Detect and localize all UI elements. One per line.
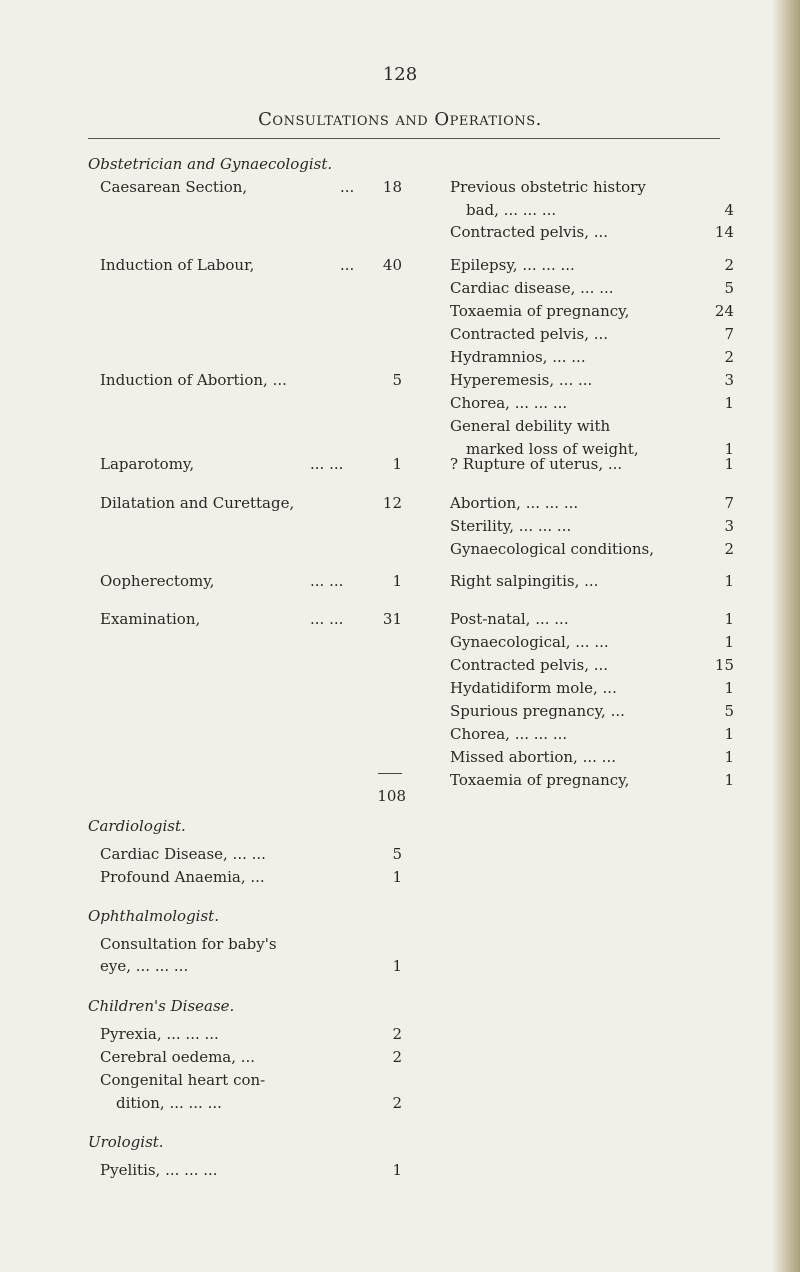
reason-label: Sterility, ... ... ... (450, 517, 572, 535)
section-heading-ophthalmologist: Ophthalmologist. (88, 907, 219, 925)
reason-count: 24 (714, 302, 734, 320)
consult-label: dition, ... ... ... (116, 1094, 222, 1112)
consult-label: Pyrexia, ... ... ... (100, 1025, 219, 1043)
reason-count: 3 (724, 371, 734, 389)
procedure-leader: ... ... (310, 455, 344, 473)
reason-label: ? Rupture of uterus, ... (450, 455, 623, 473)
page-number: 128 (382, 64, 418, 85)
procedure-count: 40 (382, 256, 402, 274)
reason-count: 3 (724, 517, 734, 535)
consult-count: 1 (392, 957, 402, 975)
reason-count: 1 (724, 771, 734, 789)
page-title: Consultations and Operations. (258, 109, 542, 130)
reason-label: Abortion, ... ... ... (450, 494, 579, 512)
reason-label: Hyperemesis, ... ... (450, 371, 593, 389)
procedure-label: Laparotomy, (100, 455, 195, 473)
reason-label: Toxaemia of pregnancy, (450, 771, 630, 789)
procedure-count: 12 (382, 494, 402, 512)
reason-count: 1 (724, 725, 734, 743)
reason-label: marked loss of weight, (466, 440, 639, 458)
section-heading-obstetrician: Obstetrician and Gynaecologist. (88, 155, 333, 173)
reason-label: Hydramnios, ... ... (450, 348, 586, 366)
reason-count: 2 (724, 540, 734, 558)
procedures-total: 108 (377, 787, 406, 805)
reason-count: 1 (724, 572, 734, 590)
consult-label: Pyelitis, ... ... ... (100, 1161, 218, 1179)
procedure-count: 31 (382, 610, 402, 628)
consult-label: Profound Anaemia, ... (100, 868, 265, 886)
reason-count: 14 (714, 223, 734, 241)
reason-count: 1 (724, 610, 734, 628)
reason-count: 1 (724, 455, 734, 473)
reason-count: 1 (724, 748, 734, 766)
total-rule (378, 773, 402, 774)
section-heading-urologist: Urologist. (88, 1133, 164, 1151)
reason-label: Missed abortion, ... ... (450, 748, 616, 766)
reason-count: 5 (724, 702, 734, 720)
reason-count: 1 (724, 679, 734, 697)
reason-label: Gynaecological, ... ... (450, 633, 609, 651)
reason-count: 15 (714, 656, 734, 674)
consult-count: 1 (392, 1161, 402, 1179)
procedure-count: 1 (392, 572, 402, 590)
reason-label: Hydatidiform mole, ... (450, 679, 617, 697)
reason-label: Contracted pelvis, ... (450, 223, 609, 241)
reason-label: General debility with (450, 417, 611, 435)
procedure-leader: ... (340, 256, 355, 274)
procedure-leader: ... (340, 178, 355, 196)
reason-count: 4 (724, 201, 734, 219)
reason-label: Contracted pelvis, ... (450, 325, 609, 343)
reason-label: Contracted pelvis, ... (450, 656, 609, 674)
reason-label: Spurious pregnancy, ... (450, 702, 625, 720)
reason-count: 2 (724, 348, 734, 366)
procedure-label: Examination, (100, 610, 201, 628)
reason-label: Right salpingitis, ... (450, 572, 599, 590)
consult-label: Consultation for baby's (100, 935, 277, 953)
reason-label: Post-natal, ... ... (450, 610, 569, 628)
reason-label: bad, ... ... ... (466, 201, 557, 219)
reason-label: Chorea, ... ... ... (450, 725, 568, 743)
section-heading-children: Children's Disease. (88, 997, 235, 1015)
consult-count: 2 (392, 1048, 402, 1066)
reason-count: 7 (724, 494, 734, 512)
procedure-count: 1 (392, 455, 402, 473)
consult-count: 2 (392, 1025, 402, 1043)
procedure-count: 5 (392, 371, 402, 389)
consult-label: Cerebral oedema, ... (100, 1048, 256, 1066)
procedure-label: Oopherectomy, (100, 572, 215, 590)
title-rule (88, 138, 720, 139)
section-heading-cardiologist: Cardiologist. (88, 817, 186, 835)
reason-label: Previous obstetric history (450, 178, 646, 196)
consult-count: 1 (392, 868, 402, 886)
consult-count: 5 (392, 845, 402, 863)
reason-count: 7 (724, 325, 734, 343)
reason-label: Cardiac disease, ... ... (450, 279, 614, 297)
consult-label: Congenital heart con- (100, 1071, 266, 1089)
reason-label: Chorea, ... ... ... (450, 394, 568, 412)
reason-count: 1 (724, 394, 734, 412)
consult-count: 2 (392, 1094, 402, 1112)
procedure-label: Induction of Abortion, ... (100, 371, 287, 389)
page-edge-shadow (772, 0, 800, 1272)
procedure-count: 18 (382, 178, 402, 196)
consult-label: Cardiac Disease, ... ... (100, 845, 266, 863)
reason-label: Toxaemia of pregnancy, (450, 302, 630, 320)
reason-count: 5 (724, 279, 734, 297)
reason-count: 1 (724, 440, 734, 458)
procedure-label: Dilatation and Curettage, (100, 494, 295, 512)
consult-label: eye, ... ... ... (100, 957, 189, 975)
procedure-leader: ... ... (310, 610, 344, 628)
procedure-label: Induction of Labour, (100, 256, 255, 274)
procedure-leader: ... ... (310, 572, 344, 590)
reason-label: Epilepsy, ... ... ... (450, 256, 575, 274)
reason-count: 1 (724, 633, 734, 651)
procedure-label: Caesarean Section, (100, 178, 248, 196)
reason-label: Gynaecological conditions, (450, 540, 654, 558)
reason-count: 2 (724, 256, 734, 274)
